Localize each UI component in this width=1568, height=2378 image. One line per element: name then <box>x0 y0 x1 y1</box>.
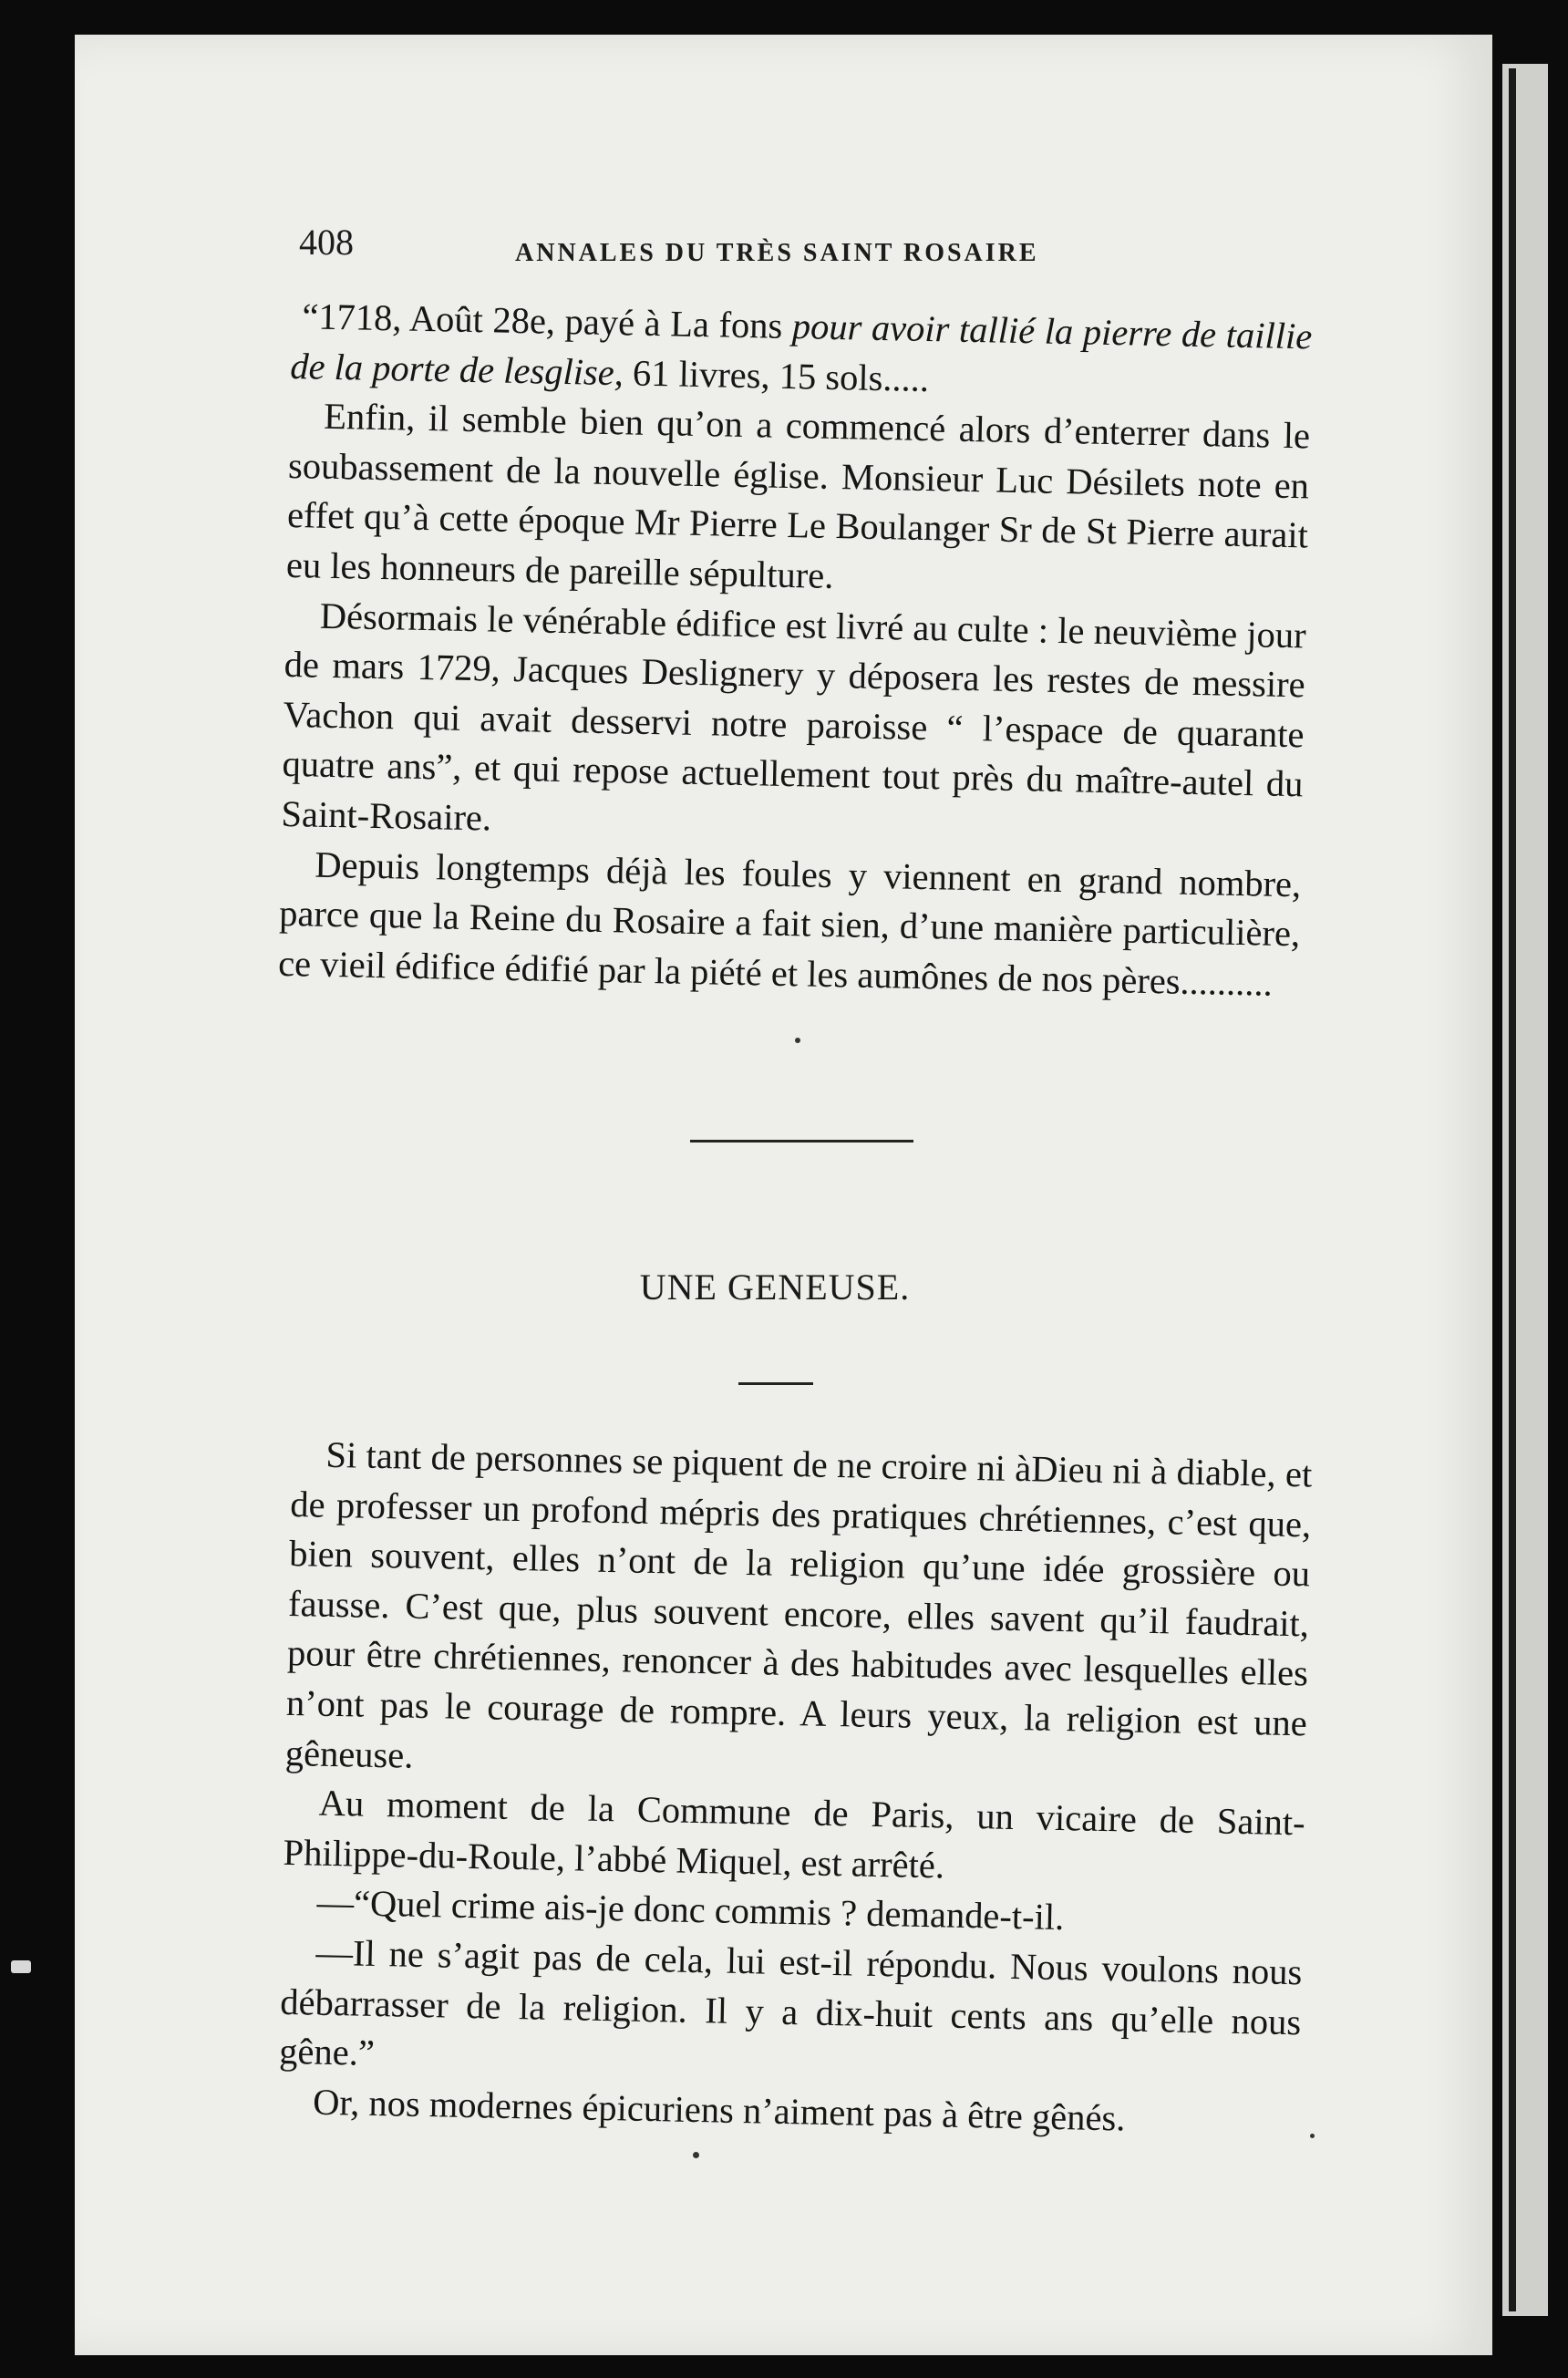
article-une-geneuse <box>278 1430 1313 2147</box>
quote-suffix: 61 livres, 15 sols..... <box>623 351 930 399</box>
adjacent-page-border <box>1509 68 1516 2311</box>
margin-mark <box>11 1960 31 1973</box>
paragraph-pilgrims: Depuis longtemps déjà les foules y viennent en grand nombre, parce que la Reine du Rosaire a fait sien, d’une manière particulière, ce vieil édifice édifié par la piété et les aumônes de nos pères.......... <box>277 843 1302 1004</box>
paragraph-dialogue-question: —“Quel crime ais-je donc commis ? demande-t-il. <box>316 1882 1065 1939</box>
paragraph-dialogue-answer: —Il ne s’agit pas de cela, lui est-il répondu. Nous voulons nous débarrasser de la religion. Il y a dix-huit cents ans qu’elle nous gêne.” <box>278 1931 1303 2074</box>
print-speck <box>693 2152 699 2158</box>
section-divider-short <box>738 1382 813 1385</box>
paragraph-intro: Si tant de personnes se piquent de ne croire ni àDieu ni à diable, et de professer un profond mépris des pratiques chrétiennes, c’est que, bien souvent, elles n’ont de la religion qu’une idée grossière ou fausse. C’est que, plus souvent encore, elles savent qu’il faudrait, pour être chrétiennes, renoncer à des habitudes avec lesquelles elles n’ont pas le courage de rompre. A leurs yeux, la religion est une gêneuse. <box>284 1433 1313 1776</box>
quote-italic: pour avoir tallié la pierre de taillie de la porte de lesglise, <box>289 305 1313 393</box>
page-number: 408 <box>299 222 354 263</box>
paragraph-conclusion: Or, nos modernes épicuriens n’aiment pas à être gênés. <box>312 2081 1126 2139</box>
print-speck <box>795 1038 800 1043</box>
section-divider-long <box>690 1140 913 1142</box>
paragraph-commune: Au moment de la Commune de Paris, un vicaire de Saint-Philippe-du-Roule, l’abbé Miquel, est arrêté. <box>283 1782 1306 1887</box>
paragraph-burial: Enfin, il semble bien qu’on a commencé alors d’enterrer dans le soubassement de la nouvelle église. Monsieur Luc Désilets note en effet qu’à cette époque Mr Pierre Le Boulanger Sr de St Pierre aurait eu les honneurs de pareille sépulture. <box>285 395 1311 596</box>
quote-prefix: “1718, Août 28e, payé à La fons <box>302 295 793 347</box>
running-header <box>299 212 1302 275</box>
running-title: ANNALES DU TRÈS SAINT ROSAIRE <box>515 239 1039 267</box>
article-continuation <box>278 292 1313 1009</box>
paragraph-worship: Désormais le vénérable édifice est livré au culte : le neuvième jour de mars 1729, Jacques Deslignery y déposera les restes de messire Vachon qui avait desservi notre paroisse “ l’espace de quarante quatre ans”, et qui repose actuellement tout près du maître-autel du Saint-Rosaire. <box>281 594 1307 839</box>
section-title: UNE GENEUSE. <box>639 1267 911 1308</box>
print-speck <box>1310 2134 1315 2138</box>
